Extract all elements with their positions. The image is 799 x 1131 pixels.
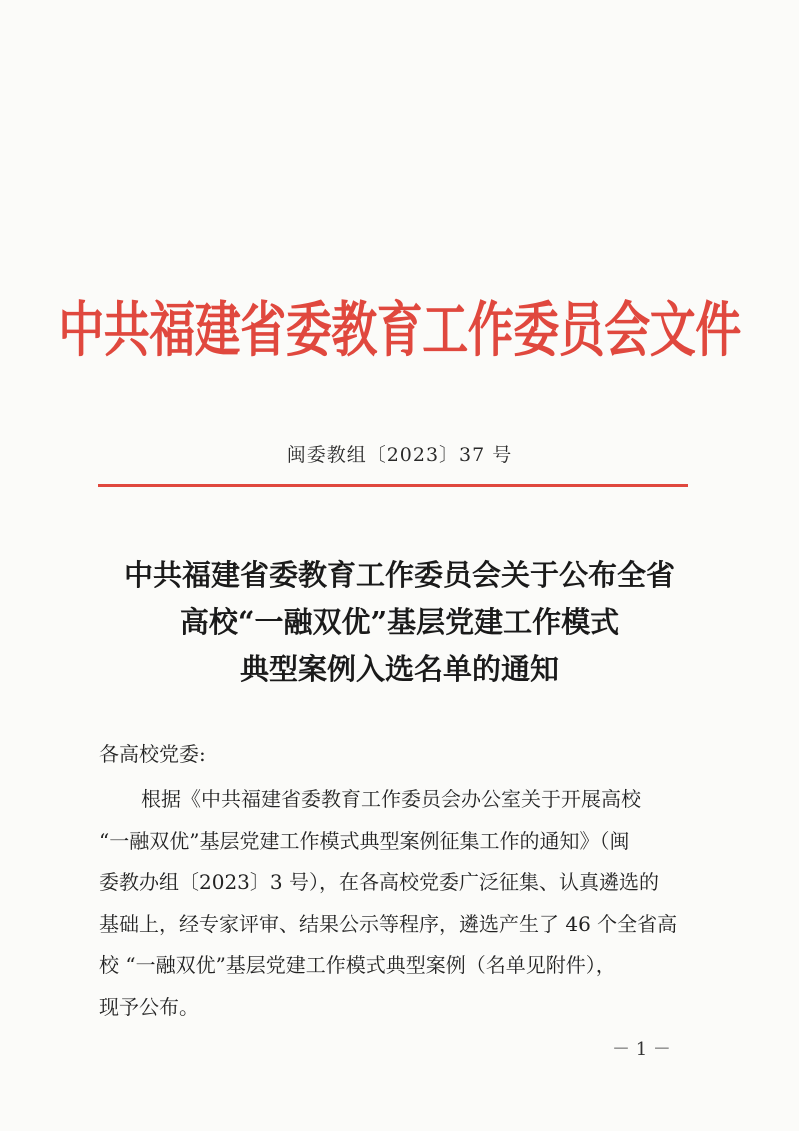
- title-line: 高校“一融双优”基层党建工作模式: [179, 605, 620, 639]
- title-line: 典型案例入选名单的通知: [239, 652, 559, 686]
- notice-title: [0, 552, 799, 693]
- red-divider-line: [98, 484, 688, 487]
- title-line: 中共福建省委教育工作委员会关于公布全省: [123, 558, 675, 592]
- body-line: 现予公布。: [99, 994, 199, 1019]
- salutation: 各高校党委:: [99, 742, 206, 766]
- body-line: 校 “一融双优”基层党建工作模式典型案例（名单见附件），: [99, 953, 616, 977]
- body-line: 基础上，经专家评审、结果公示等程序，遴选产生了 46 个全省高: [99, 911, 678, 936]
- body-line: “一融双优”基层党建工作模式典型案例征集工作的通知》（闽: [99, 828, 630, 853]
- document-number: 闽委教组〔2023〕37 号: [286, 444, 513, 466]
- body-paragraph: [99, 779, 719, 1028]
- page-number: － 1 －: [612, 1039, 671, 1060]
- masthead-title: 中共福建省委教育工作委员会文件: [58, 294, 741, 365]
- body-line: 根据《中共福建省委教育工作委员会办公室关于开展高校: [141, 787, 641, 811]
- body-line: 委教办组〔2023〕3 号），在各高校党委广泛征集、认真遴选的: [99, 870, 659, 894]
